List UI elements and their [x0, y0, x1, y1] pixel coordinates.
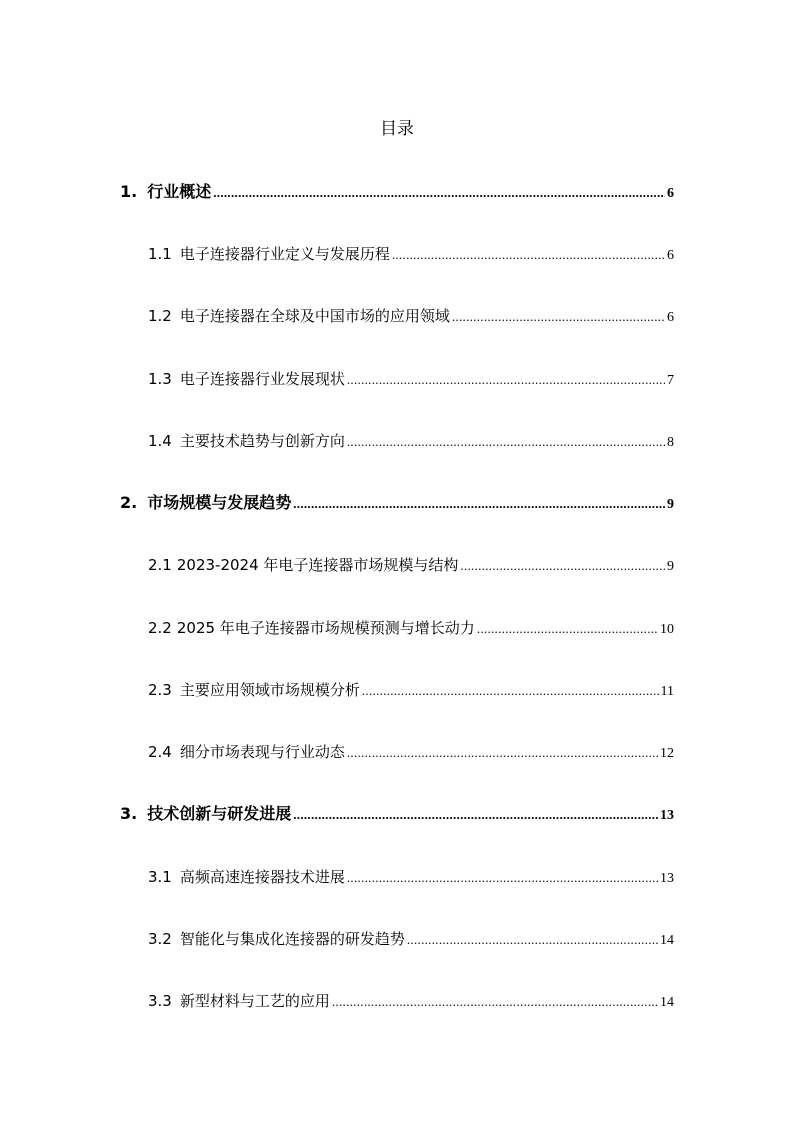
- toc-entry-text: 主要技术趋势与创新方向: [179, 432, 345, 450]
- toc-entry-number: 2.: [120, 493, 138, 512]
- dot-leader: [392, 243, 665, 267]
- toc-entry-text: 2023-2024 年电子连接器市场规模与结构: [176, 556, 459, 574]
- toc-entry-number: 1.4: [148, 432, 172, 450]
- toc-entry-page: 13: [660, 808, 674, 823]
- dot-leader: [347, 368, 665, 392]
- toc-entry-page: 9: [667, 559, 674, 574]
- toc-entry-text: 细分市场表现与行业动态: [179, 743, 345, 761]
- dot-leader: [362, 679, 659, 703]
- toc-entry-number: 2.2: [148, 619, 172, 637]
- toc-entry-text: 技术创新与研发进展: [147, 804, 292, 823]
- toc-entry-1-2[interactable]: [148, 304, 674, 328]
- toc-entry-text: 市场规模与发展趋势: [147, 493, 292, 512]
- toc-entry-text: 智能化与集成化连接器的研发趋势: [179, 930, 405, 948]
- toc-entry-text: 新型材料与工艺的应用: [179, 992, 330, 1010]
- toc-entry-1-4[interactable]: [148, 429, 674, 453]
- toc-entry-page: 6: [667, 248, 674, 263]
- toc-entry-1[interactable]: [120, 180, 674, 204]
- toc-entry-page: 14: [660, 995, 674, 1010]
- toc-entry-number: 2.1: [148, 556, 172, 574]
- toc-entry-text: 电子连接器行业定义与发展历程: [179, 245, 390, 263]
- dot-leader: [293, 803, 658, 827]
- toc-entry-2-1[interactable]: [148, 553, 674, 577]
- toc-entry-page: 6: [667, 186, 674, 201]
- toc-entry-page: 9: [667, 497, 674, 512]
- toc-entry-number: 1.3: [148, 370, 172, 388]
- toc-entry-text: 行业概述: [147, 182, 212, 201]
- dot-leader: [347, 866, 658, 890]
- toc-entry-2-2[interactable]: [148, 616, 674, 640]
- toc-entry-number: 3.: [120, 804, 138, 823]
- dot-leader: [452, 305, 665, 329]
- dot-leader: [477, 617, 658, 641]
- toc-entry-page: 10: [660, 622, 674, 637]
- toc-entry-number: 1.: [120, 182, 138, 201]
- dot-leader: [332, 990, 658, 1014]
- toc-entry-page: 12: [660, 746, 674, 761]
- toc-entry-2-3[interactable]: [148, 678, 674, 702]
- toc-entry-3[interactable]: [120, 802, 674, 826]
- toc-entry-page: 13: [660, 871, 674, 886]
- dot-leader: [347, 430, 665, 454]
- toc-entry-number: 2.3: [148, 681, 172, 699]
- toc-entry-number: 3.1: [148, 868, 172, 886]
- dot-leader: [293, 492, 665, 516]
- toc-entry-text: 高频高速连接器技术进展: [179, 868, 345, 886]
- toc-entry-number: 3.2: [148, 930, 172, 948]
- toc-entry-page: 6: [667, 310, 674, 325]
- toc-entry-page: 14: [660, 933, 674, 948]
- toc-entry-page: 7: [667, 373, 674, 388]
- toc-entry-2-4[interactable]: [148, 740, 674, 764]
- dot-leader: [213, 181, 665, 205]
- toc-entry-text: 电子连接器行业发展现状: [179, 370, 345, 388]
- dot-leader: [460, 554, 665, 578]
- toc-entry-number: 3.3: [148, 992, 172, 1010]
- dot-leader: [407, 928, 658, 952]
- toc-entry-1-1[interactable]: [148, 242, 674, 266]
- toc-title: 目录: [380, 119, 414, 139]
- toc-entry-3-3[interactable]: [148, 989, 674, 1013]
- toc-entry-page: 11: [660, 684, 674, 699]
- toc-entry-text: 2025 年电子连接器市场规模预测与增长动力: [176, 619, 475, 637]
- toc-entry-text: 主要应用领域市场规模分析: [179, 681, 360, 699]
- dot-leader: [347, 741, 658, 765]
- toc-entry-number: 1.2: [148, 307, 172, 325]
- toc-entry-page: 8: [667, 435, 674, 450]
- toc-entry-1-3[interactable]: [148, 367, 674, 391]
- toc-entry-3-1[interactable]: [148, 865, 674, 889]
- toc-entry-2[interactable]: [120, 491, 674, 515]
- toc-entry-number: 2.4: [148, 743, 172, 761]
- toc-entry-number: 1.1: [148, 245, 172, 263]
- toc-entry-text: 电子连接器在全球及中国市场的应用领域: [179, 307, 450, 325]
- toc-entry-3-2[interactable]: [148, 927, 674, 951]
